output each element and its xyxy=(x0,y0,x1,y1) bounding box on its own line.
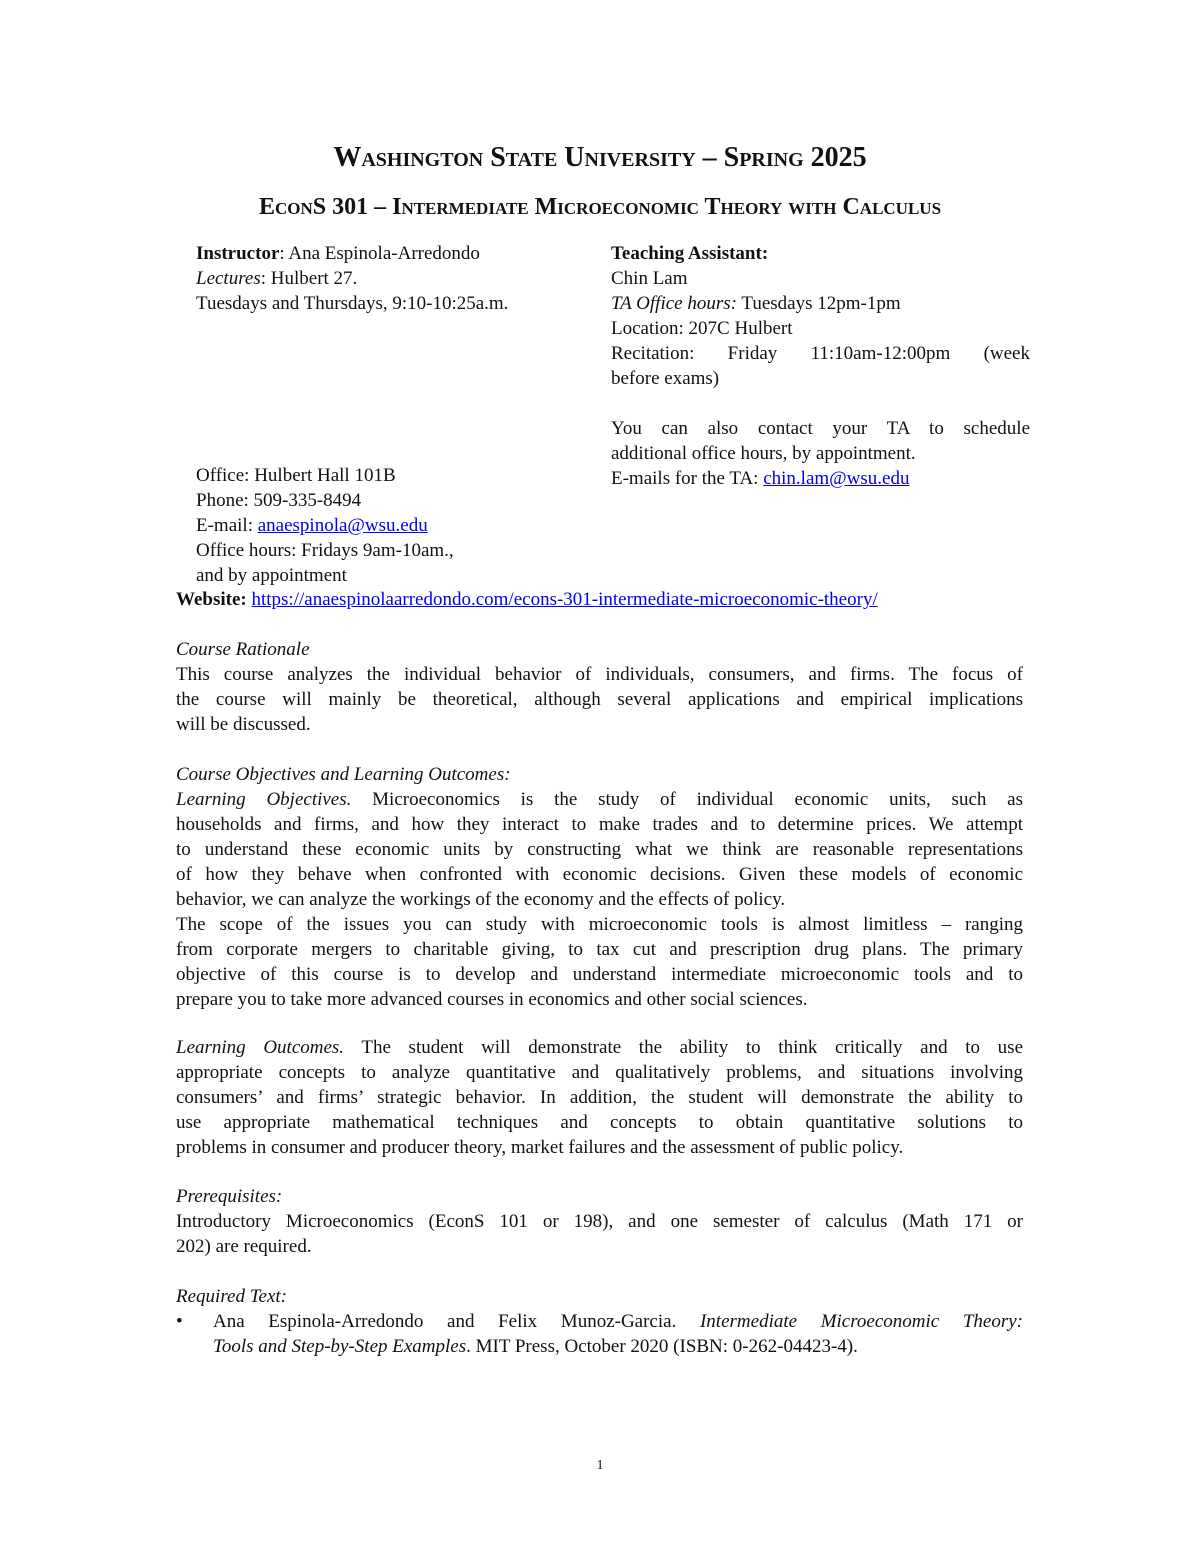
prerequisites-line: Introductory Microeconomics (EconS 101 or 198), and one semester of calculus (Math 171 or xyxy=(176,1211,1023,1232)
lectures-line xyxy=(196,266,596,291)
website-link[interactable]: https://anaespinolaarredondo.com/econs-301-intermediate-microeconomic-theory/ xyxy=(251,589,878,610)
required-text-section xyxy=(176,1284,1023,1309)
ta-office-hours: Tuesdays 12pm-1pm xyxy=(736,293,901,314)
instructor-block xyxy=(196,241,596,316)
bullet-icon: • xyxy=(176,1311,183,1332)
book-title-part2: Tools and Step-by-Step Examples xyxy=(213,1336,467,1357)
required-text-entry xyxy=(213,1309,1023,1359)
learning-objectives-label: Learning Objectives. xyxy=(176,789,352,810)
ta-email-label: E-mails for the TA: xyxy=(611,468,764,489)
scope-line: The scope of the issues you can study with microeconomic tools is almost limitless – ranging xyxy=(176,914,1023,935)
book-authors: Ana Espinola-Arredondo and Felix Munoz-Garcia. xyxy=(213,1311,677,1332)
website-label: Website: xyxy=(176,589,247,610)
ta-block xyxy=(611,241,1030,491)
website-line xyxy=(176,587,878,612)
objectives-first-line xyxy=(176,787,1023,812)
outcomes-line: appropriate concepts to analyze quantitative and qualitatively problems, and situations involving xyxy=(176,1062,1023,1083)
rationale-line: This course analyzes the individual behavior of individuals, consumers, and firms. The focus of xyxy=(176,664,1023,685)
required-text-heading: Required Text: xyxy=(176,1286,287,1307)
scope-line: from corporate mergers to charitable giving, to tax cut and prescription drug plans. The primary xyxy=(176,939,1023,960)
instructor-office-hours: Office hours: Fridays 9am-10am., xyxy=(196,540,454,561)
ta-heading-text: Teaching Assistant: xyxy=(611,243,769,264)
outcomes-line: consumers’ and firms’ strategic behavior. In addition, the student will demonstrate the ability to xyxy=(176,1087,1023,1108)
ta-name: Chin Lam xyxy=(611,268,688,289)
scope-line: objective of this course is to develop and understand intermediate microeconomic tools and to xyxy=(176,964,1023,985)
blank-line xyxy=(611,391,1030,416)
outcomes-first-line xyxy=(176,1035,1023,1060)
required-text-line1 xyxy=(213,1309,1023,1334)
objectives-first-line-text: Microeconomics is the study of individual economic units, such as xyxy=(351,789,1023,810)
instructor-email-line xyxy=(196,513,596,538)
rationale-line: will be discussed. xyxy=(176,714,311,735)
outcomes-line: problems in consumer and producer theory, market failures and the assessment of public policy. xyxy=(176,1137,904,1158)
outcomes-first-line-text: The student will demonstrate the ability to think critically and to use xyxy=(344,1037,1024,1058)
course-rationale-section xyxy=(176,637,1023,737)
course-rationale-heading: Course Rationale xyxy=(176,639,310,660)
instructor-name: : Ana Espinola-Arredondo xyxy=(279,243,480,264)
objectives-heading: Course Objectives and Learning Outcomes: xyxy=(176,764,511,785)
learning-outcomes-section xyxy=(176,1035,1023,1160)
course-title: EconS 301 – Intermediate Microeconomic Theory with Calculus xyxy=(258,194,942,220)
university-title: Washington State University – Spring 2025 xyxy=(333,142,867,173)
instructor-office: Office: Hulbert Hall 101B xyxy=(196,465,396,486)
ta-location: Location: 207C Hulbert xyxy=(611,318,793,339)
objectives-line: households and firms, and how they interact to make trades and to determine prices. We attempt xyxy=(176,814,1023,835)
ta-email-line xyxy=(611,466,1030,491)
instructor-label: Instructor xyxy=(196,243,280,264)
required-text-line2 xyxy=(213,1334,1023,1359)
ta-office-hours-line xyxy=(611,291,1030,316)
ta-contact-line1: You can also contact your TA to schedule xyxy=(611,418,1030,439)
objectives-line: behavior, we can analyze the workings of the economy and the effects of policy. xyxy=(176,889,786,910)
ta-recitation-line2: before exams) xyxy=(611,368,720,389)
lecture-schedule: Tuesdays and Thursdays, 9:10-10:25a.m. xyxy=(196,293,509,314)
ta-recitation-line1: Recitation: Friday 11:10am-12:00pm (week xyxy=(611,343,1030,364)
lectures-location: : Hulbert 27. xyxy=(260,268,358,289)
book-title-part1: Intermediate Microeconomic Theory: xyxy=(699,1311,1024,1332)
prerequisites-section xyxy=(176,1184,1023,1259)
instructor-phone: Phone: 509-335-8494 xyxy=(196,490,362,511)
instructor-by-appointment: and by appointment xyxy=(196,565,347,586)
prerequisites-line: 202) are required. xyxy=(176,1236,312,1257)
learning-outcomes-label: Learning Outcomes. xyxy=(176,1037,345,1058)
instructor-email-link[interactable]: anaespinola@wsu.edu xyxy=(257,515,428,536)
objectives-line: to understand these economic units by constructing what we think are reasonable representations xyxy=(176,839,1023,860)
ta-contact-line2: additional office hours, by appointment. xyxy=(611,443,916,464)
email-label: E-mail: xyxy=(196,515,258,536)
ta-email-link[interactable]: chin.lam@wsu.edu xyxy=(763,468,910,489)
page-number: 1 xyxy=(596,1458,604,1473)
instructor-contact-block xyxy=(196,463,596,588)
scope-line: prepare you to take more advanced courses in economics and other social sciences. xyxy=(176,989,808,1010)
ta-heading xyxy=(611,241,1030,266)
objectives-section xyxy=(176,762,1023,1012)
outcomes-line: use appropriate mathematical techniques and concepts to obtain quantitative solutions to xyxy=(176,1112,1023,1133)
instructor-line xyxy=(196,241,596,266)
objectives-line: of how they behave when confronted with economic decisions. Given these models of economic xyxy=(176,864,1023,885)
ta-office-hours-label: TA Office hours: xyxy=(611,293,737,314)
book-publisher: . MIT Press, October 2020 (ISBN: 0-262-04423-4). xyxy=(466,1336,858,1357)
prerequisites-heading: Prerequisites: xyxy=(176,1186,283,1207)
rationale-line: the course will mainly be theoretical, although several applications and empirical implications xyxy=(176,689,1023,710)
lectures-label: Lectures xyxy=(196,268,261,289)
